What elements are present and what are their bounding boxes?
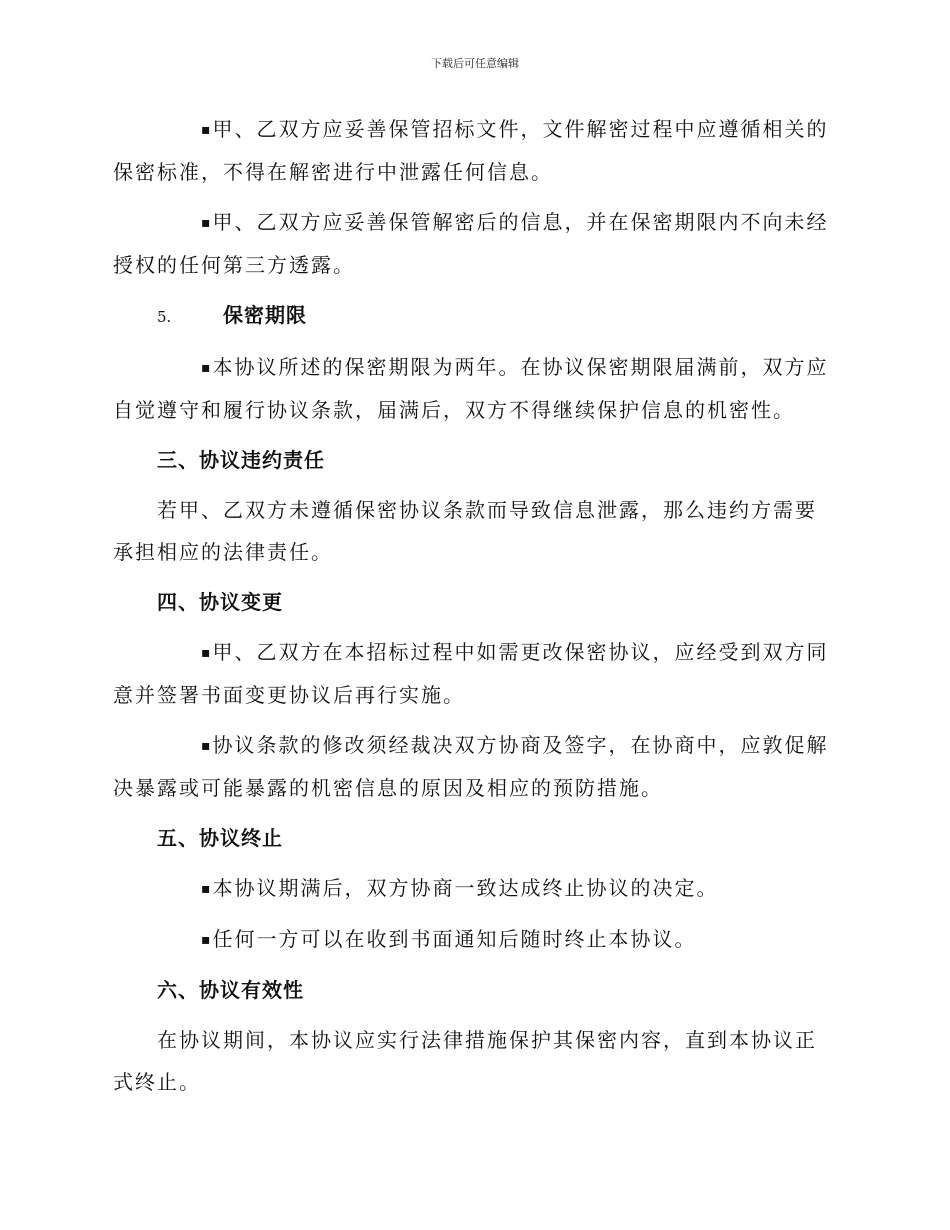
bullet-text: 协议条款的修改须经裁决双方协商及签字，在协商中，应敦促解决暴露或可能暴露的机密信息的原因及相应的预防措施。 bbox=[113, 733, 829, 800]
bullet-icon: ▪ bbox=[201, 645, 211, 661]
heading-title: 保密期限 bbox=[223, 303, 307, 327]
section-heading: 三、协议违约责任 bbox=[157, 448, 325, 472]
bullet-text: 甲、乙双方应妥善保管解密后的信息，并在保密期限内不向未经授权的任何第三方透露。 bbox=[113, 210, 829, 277]
bullet-text: 甲、乙双方在本招标过程中如需更改保密协议，应经受到双方同意并签署书面变更协议后再行实施。 bbox=[113, 640, 829, 707]
bullet-paragraph bbox=[113, 867, 831, 910]
bullet-paragraph bbox=[113, 631, 831, 716]
document-body bbox=[113, 108, 831, 1103]
bullet-icon: ▪ bbox=[201, 122, 211, 138]
section-heading: 四、协议变更 bbox=[157, 590, 283, 614]
bullet-text: 任何一方可以在收到书面通知后随时终止本协议。 bbox=[212, 927, 697, 951]
bullet-icon: ▪ bbox=[201, 738, 211, 754]
section-heading: 五、协议终止 bbox=[157, 826, 283, 850]
bullet-text: 本协议所述的保密期限为两年。在协议保密期限届满前，双方应自觉遵守和履行协议条款，届满后，双方不得继续保护信息的机密性。 bbox=[113, 355, 829, 422]
bullet-paragraph bbox=[113, 201, 831, 286]
bullet-paragraph bbox=[113, 108, 831, 193]
section-heading: 六、协议有效性 bbox=[157, 978, 304, 1002]
page-header: 下载后可任意编辑 bbox=[431, 57, 519, 70]
bullet-icon: ▪ bbox=[201, 360, 211, 376]
bullet-icon: ▪ bbox=[201, 215, 211, 231]
bullet-paragraph bbox=[113, 346, 831, 431]
bullet-text: 本协议期满后，双方协商一致达成终止协议的决定。 bbox=[212, 876, 719, 900]
bullet-icon: ▪ bbox=[201, 881, 211, 897]
body-paragraph: 在协议期间，本协议应实行法律措施保护其保密内容，直到本协议正式终止。 bbox=[113, 1028, 817, 1094]
heading-number: 5. bbox=[157, 308, 172, 326]
bullet-text: 甲、乙双方应妥善保管招标文件，文件解密过程中应遵循相关的保密标准，不得在解密进行中泄露任何信息。 bbox=[113, 117, 829, 184]
body-paragraph: 若甲、乙双方未遵循保密协议条款而导致信息泄露，那么违约方需要承担相应的法律责任。 bbox=[113, 498, 817, 564]
bullet-paragraph bbox=[113, 918, 831, 961]
bullet-icon: ▪ bbox=[201, 932, 211, 948]
numbered-heading bbox=[113, 294, 831, 338]
bullet-paragraph bbox=[113, 724, 831, 809]
